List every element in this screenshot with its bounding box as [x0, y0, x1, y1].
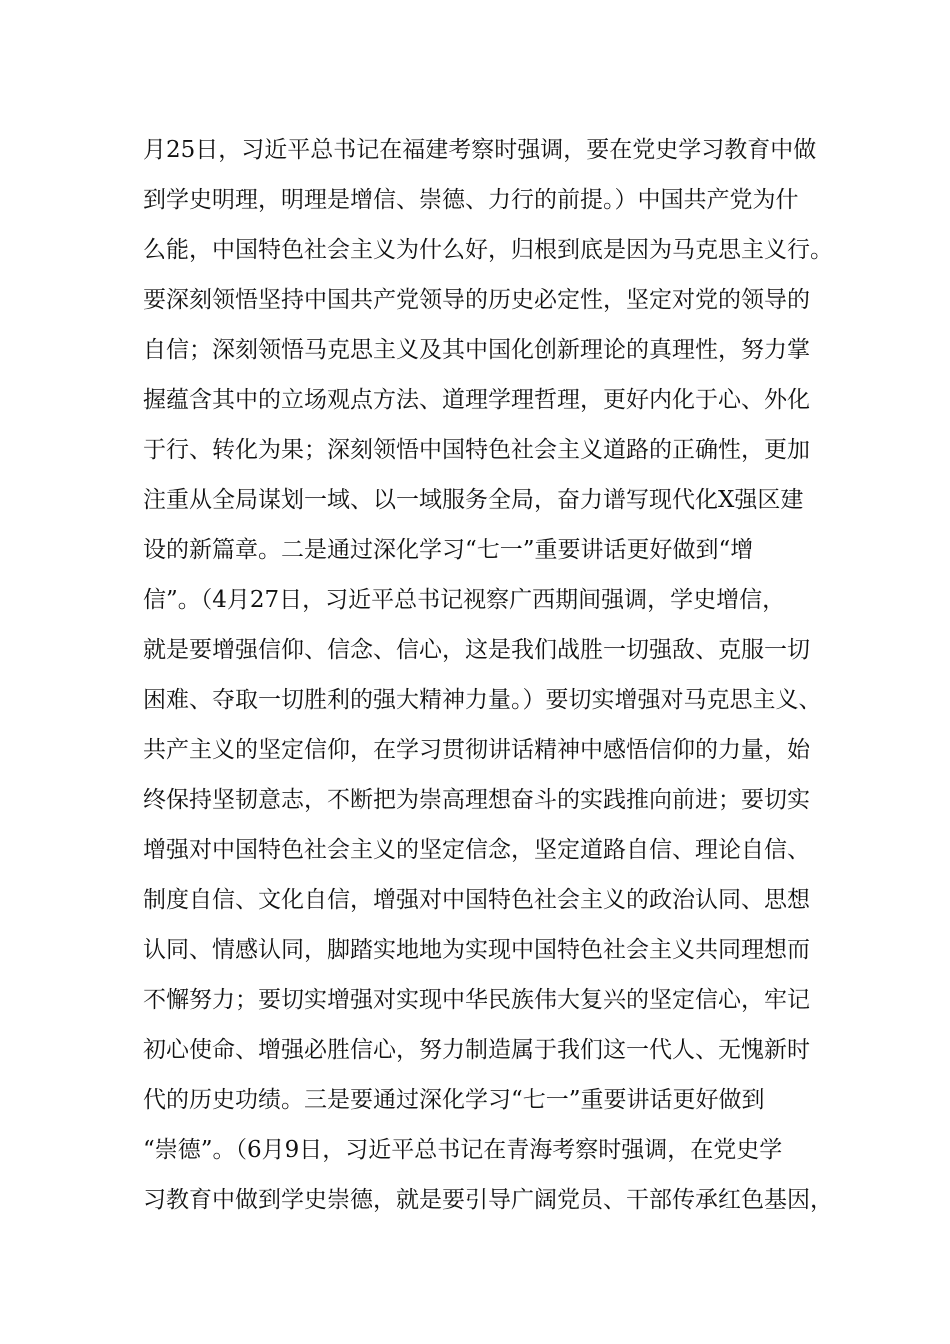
text-line: 初心使命、增强必胜信心，努力制造属于我们这一代人、无愧新时	[143, 1037, 810, 1063]
text-line: 增强对中国特色社会主义的坚定信念，坚定道路自信、理论自信、	[143, 837, 810, 863]
text-line: “崇德”。（6月9日，习近平总书记在青海考察时强调，在党史学	[143, 1137, 783, 1163]
text-line: 要深刻领悟坚持中国共产党领导的历史必定性，坚定对党的领导的	[143, 287, 810, 313]
text-line: 认同、情感认同，脚踏实地地为实现中国特色社会主义共同理想而	[143, 937, 810, 963]
text-line: 习教育中做到学史崇德，就是要引导广阔党员、干部传承红色基因，	[143, 1187, 833, 1213]
text-line: 制度自信、文化自信，增强对中国特色社会主义的政治认同、思想	[143, 887, 810, 913]
text-line: 到学史明理，明理是增信、崇德、力行的前提。）中国共产党为什	[143, 187, 799, 213]
text-line: 自信；深刻领悟马克思主义及其中国化创新理论的真理性，努力掌	[143, 337, 810, 363]
text-line: 代的历史功绩。三是要通过深化学习“七一”重要讲话更好做到	[143, 1087, 765, 1113]
text-line: 月25日，习近平总书记在福建考察时强调，要在党史学习教育中做	[143, 137, 817, 163]
text-line: 么能，中国特色社会主义为什么好，归根到底是因为马克思主义行。	[143, 237, 833, 263]
text-line: 信”。（4月27日，习近平总书记视察广西期间强调，学史增信，	[143, 587, 786, 613]
text-line: 共产主义的坚定信仰，在学习贯彻讲话精神中感悟信仰的力量，始	[143, 737, 810, 763]
text-line: 困难、夺取一切胜利的强大精神力量。）要切实增强对马克思主义、	[143, 687, 822, 713]
text-line: 设的新篇章。二是通过深化学习“七一”重要讲话更好做到“增	[143, 537, 754, 563]
text-line: 于行、转化为果；深刻领悟中国特色社会主义道路的正确性，更加	[143, 437, 810, 463]
text-line: 不懈努力；要切实增强对实现中华民族伟大复兴的坚定信心，牢记	[143, 987, 810, 1013]
text-line: 注重从全局谋划一域、以一域服务全局，奋力谱写现代化X强区建	[143, 487, 804, 513]
text-line: 握蕴含其中的立场观点方法、道理学理哲理，更好内化于心、外化	[143, 387, 810, 413]
text-line: 终保持坚韧意志，不断把为崇高理想奋斗的实践推向前进；要切实	[143, 787, 810, 813]
text-line: 就是要增强信仰、信念、信心，这是我们战胜一切强敌、克服一切	[143, 637, 810, 663]
